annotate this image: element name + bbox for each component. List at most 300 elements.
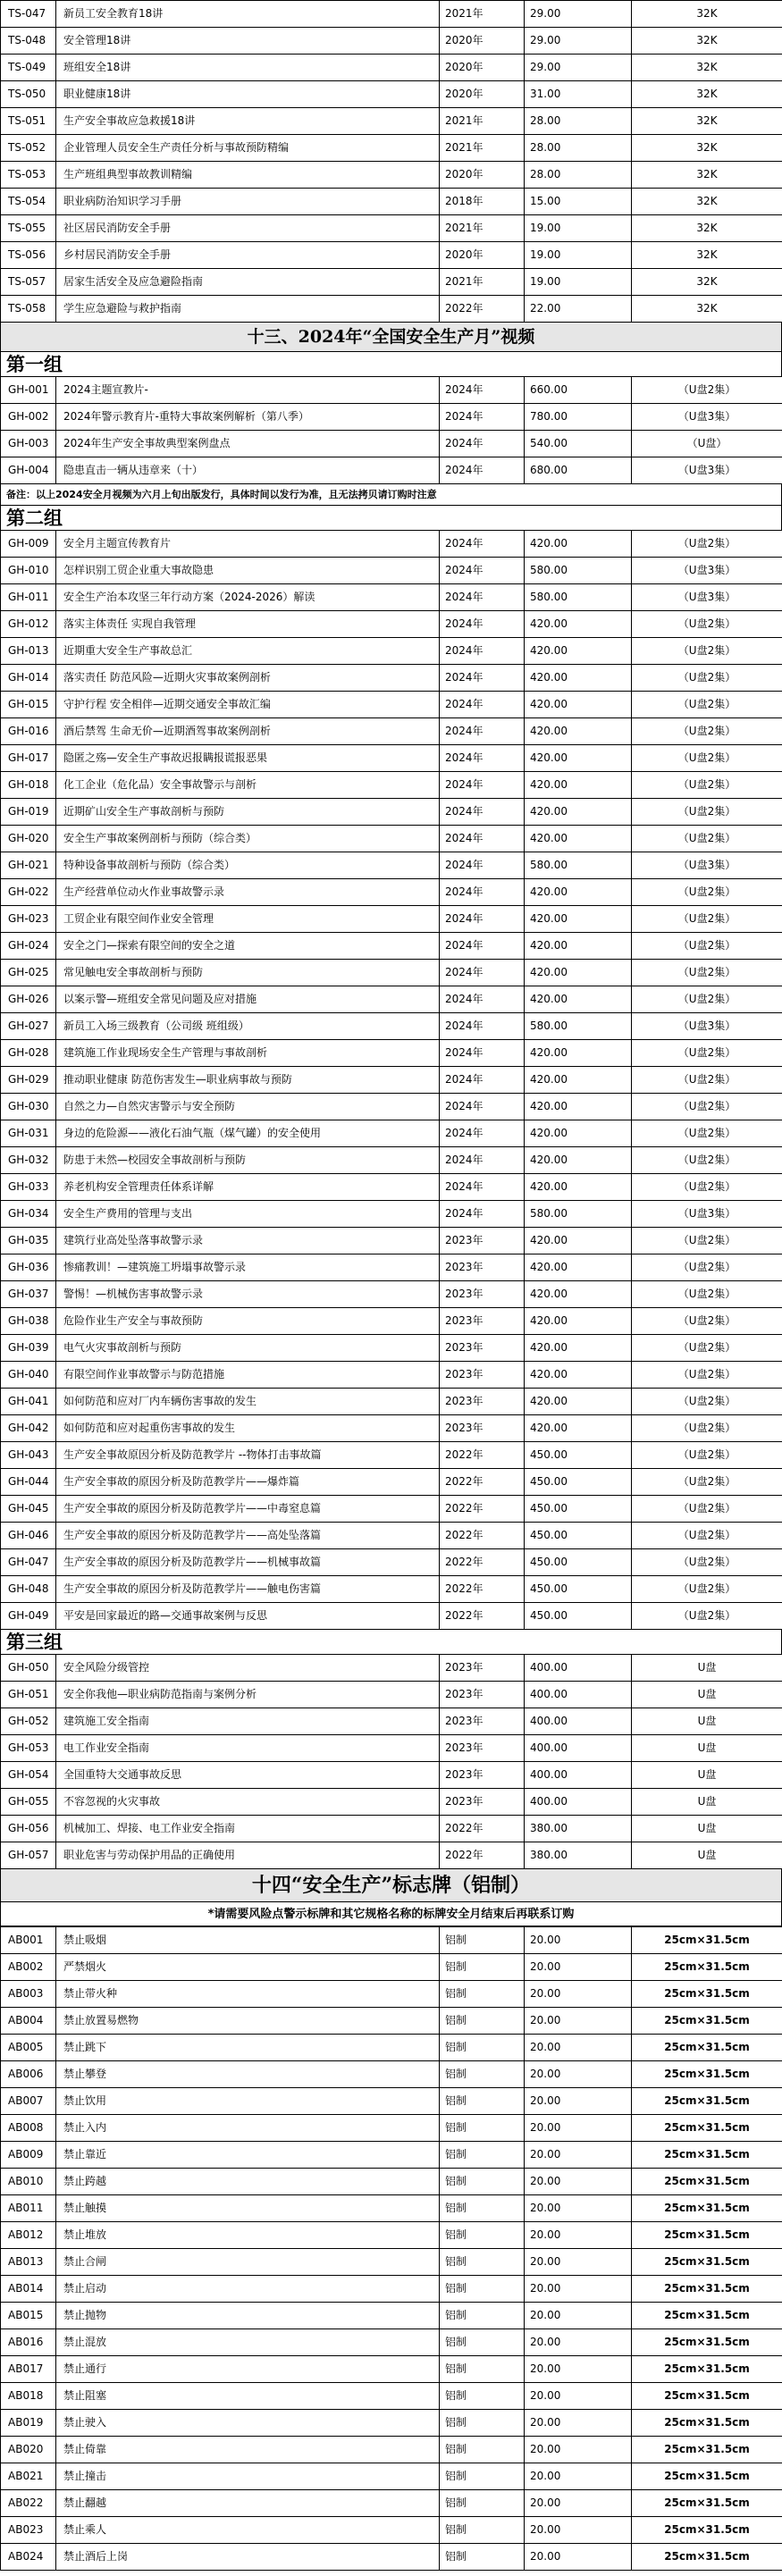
table-row: [1, 28, 782, 55]
table-row: [1, 2088, 782, 2115]
item-note: （U盘2集）: [632, 772, 782, 799]
item-title: 禁止阻塞: [56, 2383, 440, 2410]
item-code: GH-048: [1, 1576, 56, 1603]
item-note: 25cm×31.5cm: [632, 1954, 782, 1981]
table-row: [1, 2383, 782, 2410]
item-year: 2022年: [440, 1442, 525, 1469]
item-year: 2024年: [440, 1067, 525, 1094]
item-title: 2024年生产安全事故典型案例盘点: [56, 431, 440, 457]
table-row: [1, 2490, 782, 2517]
item-title: 禁止跳下: [56, 2035, 440, 2061]
table-row: [1, 1842, 782, 1869]
item-note: U盘: [632, 1816, 782, 1842]
item-code: GH-033: [1, 1174, 56, 1201]
item-year: 铝制: [440, 2490, 525, 2517]
item-title: 隐匿之殇—安全生产事故迟报瞒报谎报恶果: [56, 745, 440, 772]
item-code: GH-028: [1, 1040, 56, 1067]
item-year: 铝制: [440, 2410, 525, 2437]
item-title: 生产经营单位动火作业事故警示录: [56, 879, 440, 906]
item-code: GH-050: [1, 1655, 56, 1682]
item-price: 450.00: [525, 1442, 632, 1469]
item-title: 近期重大安全生产事故总汇: [56, 638, 440, 665]
item-year: 2021年: [440, 108, 525, 135]
table-row: [1, 2142, 782, 2169]
item-title: 禁止酒后上岗: [56, 2544, 440, 2571]
item-price: 19.00: [525, 242, 632, 269]
item-title: 电气火灾事故剖析与预防: [56, 1335, 440, 1362]
item-note: 25cm×31.5cm: [632, 2463, 782, 2490]
item-price: 20.00: [525, 2249, 632, 2276]
item-note: 25cm×31.5cm: [632, 2115, 782, 2142]
item-price: 20.00: [525, 2303, 632, 2329]
table-row: [1, 1735, 782, 1762]
item-year: 2023年: [440, 1228, 525, 1254]
item-year: 2023年: [440, 1281, 525, 1308]
section-14-title: 十四“安全生产”标志牌（铝制）: [0, 1869, 782, 1902]
item-note: （U盘2集）: [632, 986, 782, 1013]
item-year: 2024年: [440, 933, 525, 960]
item-note: （U盘2集）: [632, 1415, 782, 1442]
table-row: [1, 745, 782, 772]
item-code: GH-036: [1, 1254, 56, 1281]
item-note: 25cm×31.5cm: [632, 1981, 782, 2008]
item-price: 420.00: [525, 745, 632, 772]
table-row: [1, 2169, 782, 2195]
item-code: GH-045: [1, 1496, 56, 1523]
item-year: 2023年: [440, 1708, 525, 1735]
table-row: [1, 431, 782, 457]
item-title: 守护行程 安全相伴—近期交通安全事故汇编: [56, 692, 440, 718]
item-price: 420.00: [525, 611, 632, 638]
item-price: 400.00: [525, 1682, 632, 1708]
table-row: [1, 879, 782, 906]
item-price: 420.00: [525, 1308, 632, 1335]
item-title: 生产班组典型事故教训精编: [56, 162, 440, 189]
item-price: 380.00: [525, 1816, 632, 1842]
item-price: 20.00: [525, 2035, 632, 2061]
item-code: TS-048: [1, 28, 56, 55]
item-year: 2020年: [440, 242, 525, 269]
item-price: 15.00: [525, 189, 632, 215]
item-title: 建筑施工安全指南: [56, 1708, 440, 1735]
item-year: 2024年: [440, 531, 525, 558]
item-year: 铝制: [440, 2463, 525, 2490]
item-year: 2023年: [440, 1308, 525, 1335]
table-row: [1, 531, 782, 558]
table-row: [1, 1496, 782, 1523]
item-title: 安全生产治本攻坚三年行动方案（2024-2026）解读: [56, 584, 440, 611]
table-row: [1, 1469, 782, 1496]
group-2-title: 第二组: [0, 506, 782, 530]
item-title: 防患于未然—校园安全事故剖析与预防: [56, 1147, 440, 1174]
item-year: 2024年: [440, 745, 525, 772]
item-price: 380.00: [525, 1842, 632, 1869]
item-price: 420.00: [525, 1335, 632, 1362]
item-code: GH-034: [1, 1201, 56, 1228]
item-price: 420.00: [525, 799, 632, 826]
item-code: AB003: [1, 1981, 56, 2008]
item-year: 2024年: [440, 1201, 525, 1228]
item-title: 乡村居民消防安全手册: [56, 242, 440, 269]
table-row: [1, 2276, 782, 2303]
item-note: U盘: [632, 1762, 782, 1789]
item-price: 28.00: [525, 162, 632, 189]
table-row: [1, 1762, 782, 1789]
item-code: GH-004: [1, 457, 56, 484]
item-title: 建筑施工作业现场安全生产管理与事故剖析: [56, 1040, 440, 1067]
table-row: [1, 558, 782, 584]
item-price: 420.00: [525, 1120, 632, 1147]
item-title: 工贸企业有限空间作业安全管理: [56, 906, 440, 933]
item-code: TS-047: [1, 1, 56, 28]
item-price: 420.00: [525, 1389, 632, 1415]
item-year: 铝制: [440, 2383, 525, 2410]
item-price: 20.00: [525, 2463, 632, 2490]
item-title: 隐患直击一辆从违章来（十）: [56, 457, 440, 484]
item-title: 机械加工、焊接、电工作业安全指南: [56, 1816, 440, 1842]
item-price: 780.00: [525, 404, 632, 431]
item-note: 25cm×31.5cm: [632, 2222, 782, 2249]
table-row: [1, 960, 782, 986]
item-code: GH-046: [1, 1523, 56, 1549]
table-row: [1, 772, 782, 799]
table-row: [1, 81, 782, 108]
item-title: 电工作业安全指南: [56, 1735, 440, 1762]
item-title: 学生应急避险与救护指南: [56, 296, 440, 323]
table-row: [1, 1067, 782, 1094]
item-price: 450.00: [525, 1576, 632, 1603]
item-price: 29.00: [525, 55, 632, 81]
item-title: 禁止带火种: [56, 1981, 440, 2008]
item-code: AB021: [1, 2463, 56, 2490]
table-row: [1, 1576, 782, 1603]
item-title: 职业病防治知识学习手册: [56, 189, 440, 215]
item-note: （U盘2集）: [632, 826, 782, 852]
item-price: 420.00: [525, 1281, 632, 1308]
item-code: GH-054: [1, 1762, 56, 1789]
item-note: 25cm×31.5cm: [632, 2195, 782, 2222]
section-14-note: *请需要风险点警示标牌和其它规格名称的标牌安全月结束后再联系订购: [0, 1902, 782, 1926]
item-code: TS-055: [1, 215, 56, 242]
item-code: GH-041: [1, 1389, 56, 1415]
item-code: AB007: [1, 2088, 56, 2115]
item-code: TS-053: [1, 162, 56, 189]
table-row: [1, 2410, 782, 2437]
item-price: 31.00: [525, 81, 632, 108]
item-title: 生产安全事故的原因分析及防范教学片——机械事故篇: [56, 1549, 440, 1576]
item-price: 540.00: [525, 431, 632, 457]
item-note: （U盘2集）: [632, 906, 782, 933]
item-price: 660.00: [525, 377, 632, 404]
item-title: 安全风险分级管控: [56, 1655, 440, 1682]
item-year: 2020年: [440, 162, 525, 189]
table-row: [1, 826, 782, 852]
item-note: 32K: [632, 1, 782, 28]
item-note: （U盘2集）: [632, 933, 782, 960]
item-price: 420.00: [525, 1254, 632, 1281]
item-title: 新员工入场三级教育（公司级 班组级）: [56, 1013, 440, 1040]
item-year: 2020年: [440, 55, 525, 81]
item-title: 安全生产费用的管理与支出: [56, 1201, 440, 1228]
table-row: [1, 1120, 782, 1147]
item-year: 2023年: [440, 1335, 525, 1362]
item-price: 20.00: [525, 2517, 632, 2544]
item-price: 420.00: [525, 906, 632, 933]
item-title: 自然之力—自然灾害警示与安全预防: [56, 1094, 440, 1120]
item-code: GH-053: [1, 1735, 56, 1762]
item-code: AB024: [1, 2544, 56, 2571]
item-year: 2024年: [440, 404, 525, 431]
item-note: 25cm×31.5cm: [632, 2249, 782, 2276]
item-code: AB014: [1, 2276, 56, 2303]
item-price: 28.00: [525, 135, 632, 162]
item-code: GH-030: [1, 1094, 56, 1120]
item-year: 2021年: [440, 1, 525, 28]
item-price: 580.00: [525, 558, 632, 584]
item-price: 420.00: [525, 638, 632, 665]
item-note: U盘: [632, 1655, 782, 1682]
item-title: 平安是回家最近的路—交通事故案例与反思: [56, 1603, 440, 1630]
table-row: [1, 2195, 782, 2222]
item-code: GH-018: [1, 772, 56, 799]
item-price: 450.00: [525, 1469, 632, 1496]
item-note: （U盘3集）: [632, 457, 782, 484]
table-row: [1, 1013, 782, 1040]
section-13-title: 十三、2024年“全国安全生产月”视频: [0, 323, 782, 352]
item-note: 25cm×31.5cm: [632, 1927, 782, 1954]
table-row: [1, 2303, 782, 2329]
item-note: 25cm×31.5cm: [632, 2410, 782, 2437]
item-price: 580.00: [525, 1201, 632, 1228]
item-note: （U盘2集）: [632, 1523, 782, 1549]
item-note: 32K: [632, 296, 782, 323]
item-year: 铝制: [440, 2356, 525, 2383]
item-year: 2021年: [440, 269, 525, 296]
item-year: 2024年: [440, 1094, 525, 1120]
item-price: 22.00: [525, 296, 632, 323]
item-title: 以案示警—班组安全常见问题及应对措施: [56, 986, 440, 1013]
table-row: [1, 1442, 782, 1469]
item-title: 生产安全事故的原因分析及防范教学片——触电伤害篇: [56, 1576, 440, 1603]
item-price: 20.00: [525, 2329, 632, 2356]
item-year: 铝制: [440, 2222, 525, 2249]
item-title: 生产安全事故应急救援18讲: [56, 108, 440, 135]
table-row: [1, 135, 782, 162]
item-code: GH-042: [1, 1415, 56, 1442]
item-year: 2024年: [440, 718, 525, 745]
item-note: 25cm×31.5cm: [632, 2061, 782, 2088]
item-note: （U盘2集）: [632, 799, 782, 826]
item-code: GH-009: [1, 531, 56, 558]
item-code: AB011: [1, 2195, 56, 2222]
item-note: （U盘2集）: [632, 1094, 782, 1120]
item-year: 2024年: [440, 638, 525, 665]
item-title: 生产安全事故的原因分析及防范教学片——爆炸篇: [56, 1469, 440, 1496]
item-code: TS-051: [1, 108, 56, 135]
item-price: 29.00: [525, 1, 632, 28]
item-code: GH-013: [1, 638, 56, 665]
item-note: U盘: [632, 1789, 782, 1816]
item-price: 20.00: [525, 1927, 632, 1954]
item-title: 身边的危险源——液化石油气瓶（煤气罐）的安全使用: [56, 1120, 440, 1147]
item-code: GH-025: [1, 960, 56, 986]
item-year: 2021年: [440, 215, 525, 242]
table-row: [1, 1708, 782, 1735]
item-year: 铝制: [440, 2544, 525, 2571]
table-row: [1, 1981, 782, 2008]
item-code: GH-027: [1, 1013, 56, 1040]
item-price: 20.00: [525, 2410, 632, 2437]
item-note: 25cm×31.5cm: [632, 2303, 782, 2329]
item-year: 2024年: [440, 799, 525, 826]
item-code: TS-050: [1, 81, 56, 108]
item-code: GH-044: [1, 1469, 56, 1496]
item-year: 2024年: [440, 1174, 525, 1201]
item-price: 20.00: [525, 2142, 632, 2169]
item-note: （U盘2集）: [632, 1442, 782, 1469]
item-year: 铝制: [440, 2169, 525, 2195]
item-note: 32K: [632, 162, 782, 189]
item-price: 19.00: [525, 269, 632, 296]
item-title: 禁止启动: [56, 2276, 440, 2303]
item-code: AB023: [1, 2517, 56, 2544]
item-year: 2022年: [440, 1603, 525, 1630]
item-title: 禁止翻越: [56, 2490, 440, 2517]
table-row: [1, 1174, 782, 1201]
item-price: 20.00: [525, 2061, 632, 2088]
table-row: [1, 611, 782, 638]
table-row: [1, 1201, 782, 1228]
item-price: 420.00: [525, 933, 632, 960]
item-code: AB018: [1, 2383, 56, 2410]
item-price: 20.00: [525, 2008, 632, 2035]
item-note: 32K: [632, 135, 782, 162]
item-year: 2023年: [440, 1789, 525, 1816]
item-year: 2023年: [440, 1735, 525, 1762]
item-note: 25cm×31.5cm: [632, 2517, 782, 2544]
table-row: [1, 404, 782, 431]
item-price: 420.00: [525, 772, 632, 799]
table-row: [1, 718, 782, 745]
ts-book-table: [0, 0, 782, 323]
item-note: （U盘2集）: [632, 377, 782, 404]
item-note: 32K: [632, 189, 782, 215]
table-row: [1, 799, 782, 826]
item-year: 2024年: [440, 906, 525, 933]
item-note: （U盘2集）: [632, 1040, 782, 1067]
item-price: 420.00: [525, 986, 632, 1013]
item-price: 400.00: [525, 1789, 632, 1816]
item-note: （U盘2集）: [632, 1389, 782, 1415]
item-year: 2023年: [440, 1682, 525, 1708]
item-year: 铝制: [440, 2517, 525, 2544]
table-row: [1, 242, 782, 269]
item-year: 2024年: [440, 611, 525, 638]
item-note: 25cm×31.5cm: [632, 2276, 782, 2303]
item-year: 2023年: [440, 1415, 525, 1442]
group-1-title: 第一组: [0, 352, 782, 376]
item-price: 20.00: [525, 2356, 632, 2383]
item-note: （U盘2集）: [632, 531, 782, 558]
item-title: 职业健康18讲: [56, 81, 440, 108]
table-row: [1, 1954, 782, 1981]
item-code: AB008: [1, 2115, 56, 2142]
item-title: 化工企业（危化品）安全事故警示与剖析: [56, 772, 440, 799]
item-price: 420.00: [525, 960, 632, 986]
item-price: 20.00: [525, 2490, 632, 2517]
item-year: 2024年: [440, 558, 525, 584]
item-note: U盘: [632, 1682, 782, 1708]
item-note: 25cm×31.5cm: [632, 2490, 782, 2517]
item-year: 2024年: [440, 826, 525, 852]
item-title: 企业管理人员安全生产责任分析与事故预防精编: [56, 135, 440, 162]
table-row: [1, 1389, 782, 1415]
item-price: 420.00: [525, 1174, 632, 1201]
item-note: 32K: [632, 242, 782, 269]
table-row: [1, 1362, 782, 1389]
item-price: 20.00: [525, 2276, 632, 2303]
item-note: （U盘2集）: [632, 692, 782, 718]
item-year: 2022年: [440, 1496, 525, 1523]
item-title: 严禁烟火: [56, 1954, 440, 1981]
item-price: 400.00: [525, 1762, 632, 1789]
item-code: GH-019: [1, 799, 56, 826]
item-note: 32K: [632, 28, 782, 55]
item-code: GH-032: [1, 1147, 56, 1174]
item-code: GH-015: [1, 692, 56, 718]
item-note: 32K: [632, 108, 782, 135]
item-title: 安全你我他—职业病防范指南与案例分析: [56, 1682, 440, 1708]
item-code: GH-021: [1, 852, 56, 879]
item-code: GH-001: [1, 377, 56, 404]
item-note: （U盘2集）: [632, 1362, 782, 1389]
item-code: TS-054: [1, 189, 56, 215]
item-title: 建筑行业高处坠落事故警示录: [56, 1228, 440, 1254]
item-code: AB015: [1, 2303, 56, 2329]
item-note: （U盘2集）: [632, 1147, 782, 1174]
item-price: 420.00: [525, 1415, 632, 1442]
item-title: 落实责任 防范风险—近期火灾事故案例剖析: [56, 665, 440, 692]
item-price: 20.00: [525, 2088, 632, 2115]
table-row: [1, 189, 782, 215]
item-title: 禁止乘人: [56, 2517, 440, 2544]
item-note: 25cm×31.5cm: [632, 2383, 782, 2410]
table-row: [1, 2329, 782, 2356]
item-code: AB022: [1, 2490, 56, 2517]
item-title: 特种设备事故剖析与预防（综合类）: [56, 852, 440, 879]
item-note: （U盘2集）: [632, 1281, 782, 1308]
item-code: AB006: [1, 2061, 56, 2088]
item-year: 2023年: [440, 1254, 525, 1281]
item-year: 2022年: [440, 1469, 525, 1496]
item-price: 450.00: [525, 1523, 632, 1549]
item-code: GH-029: [1, 1067, 56, 1094]
item-title: 禁止饮用: [56, 2088, 440, 2115]
item-note: 25cm×31.5cm: [632, 2088, 782, 2115]
item-title: 禁止靠近: [56, 2142, 440, 2169]
table-row: [1, 55, 782, 81]
item-title: 禁止触摸: [56, 2195, 440, 2222]
table-row: [1, 1308, 782, 1335]
item-code: GH-052: [1, 1708, 56, 1735]
table-row: [1, 1927, 782, 1954]
item-price: 420.00: [525, 1067, 632, 1094]
item-price: 580.00: [525, 1013, 632, 1040]
item-year: 2020年: [440, 81, 525, 108]
item-price: 20.00: [525, 2383, 632, 2410]
item-title: 推动职业健康 防范伤害发生—职业病事故与预防: [56, 1067, 440, 1094]
item-code: AB010: [1, 2169, 56, 2195]
